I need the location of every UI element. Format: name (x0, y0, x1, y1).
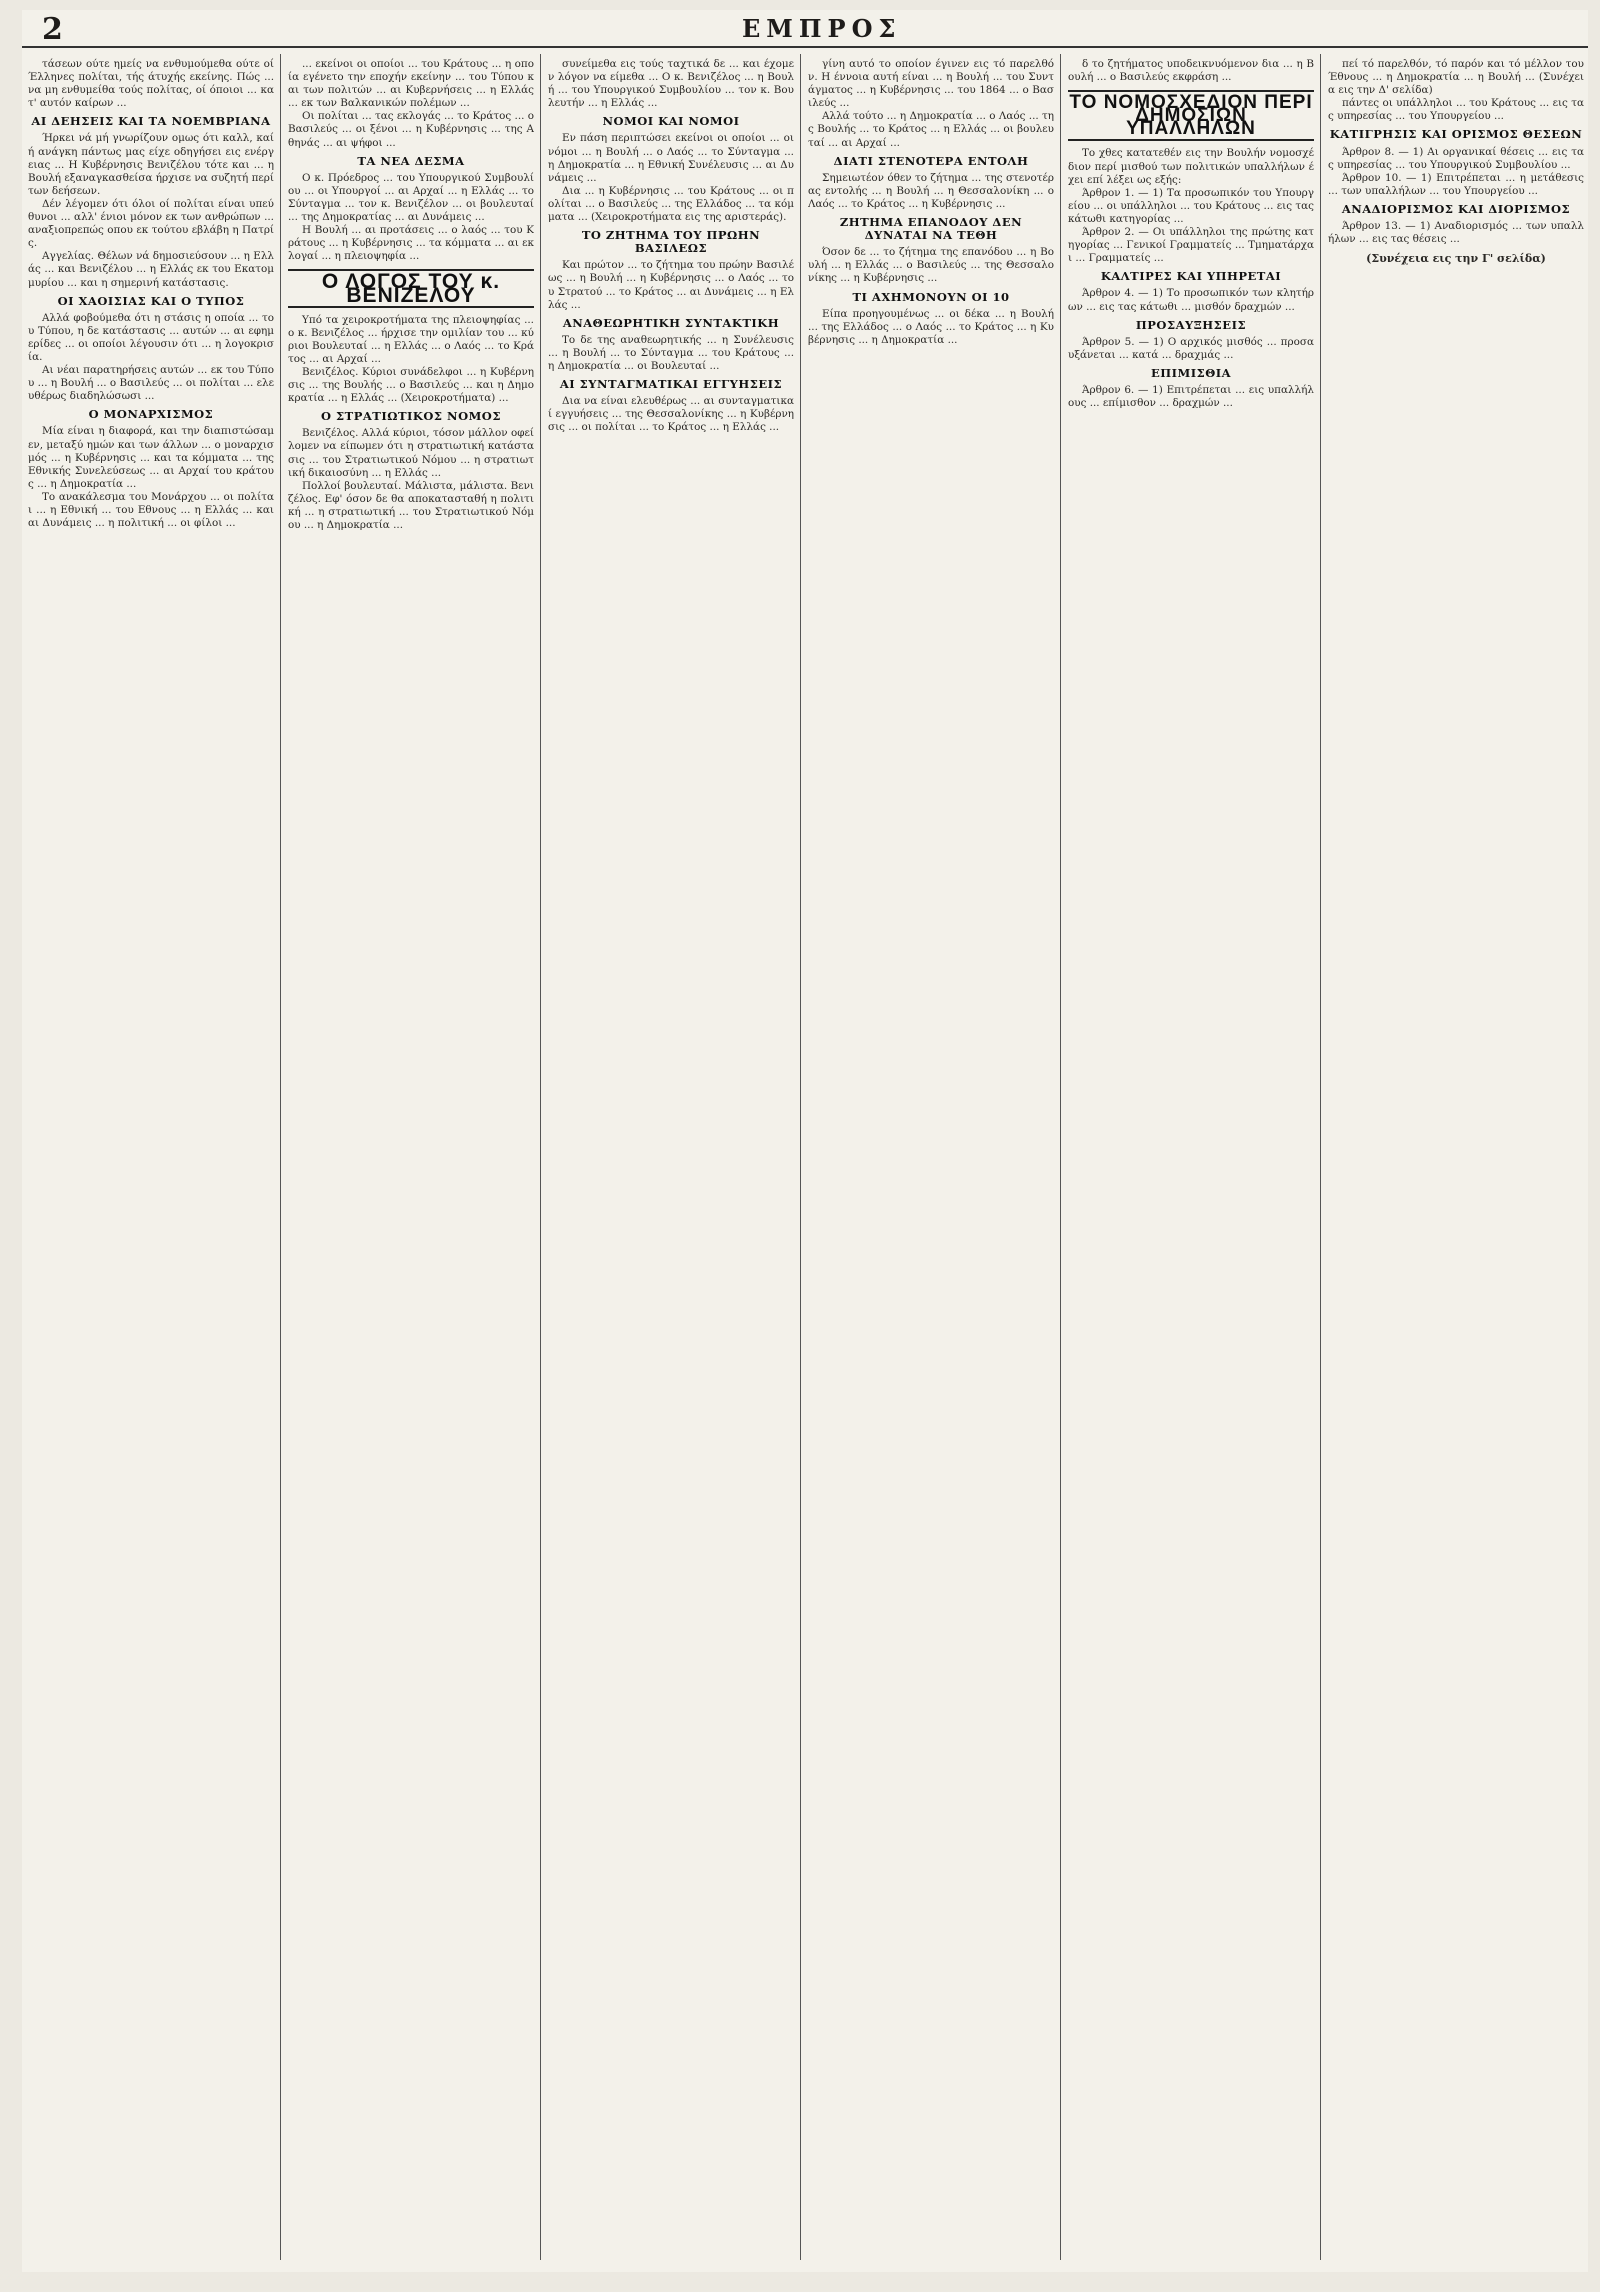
paragraph: Άρθρον 5. — 1) Ο αρχικός μισθός ... προσαυξάνεται ... κατά ... δραχμάς ... (1068, 335, 1314, 361)
paragraph: γίνη αυτό το οποίον έγινεν εις τό παρελθόν. Η έννοια αυτή είναι ... η Βουλή ... του Συντάγματος ... η Κυβέρνησις ... του 1864 ... ο Βασιλεύς ... (808, 58, 1054, 110)
subheading: ΑΝΑΘΕΩΡΗΤΙΚΗ ΣΥΝΤΑΚΤΙΚΗ (562, 315, 780, 330)
subheading: ΚΑΤΙΓΡΗΣΙΣ ΚΑΙ ΟΡΙΣΜΟΣ ΘΕΣΕΩΝ (1329, 127, 1583, 142)
article-title: ΤΟ ΝΟΜΟΣΧΕΔΙΟΝ ΠΕΡΙ ΔΗΜΟΣΙΩΝ ΥΠΑΛΛΗΛΩΝ (1068, 90, 1314, 141)
page-number: 2 (42, 12, 63, 47)
subheading: ΤΙ ΑΧΗΜΟΝΟΥΝ ΟΙ 10 (852, 289, 1010, 304)
paragraph: Δια να είναι ελευθέρως ... αι συνταγματικαί εγγυήσεις ... της Θεσσαλονίκης ... η Κυβέρνησις ... οι πολίται ... το Κράτος ... η Ελλάς ... (548, 395, 794, 434)
paragraph: Όσον δε ... το ζήτημα της επανόδου ... η Βουλή ... η Ελλάς ... ο Βασιλεύς ... της Θεσσαλονίκης ... η Κυβέρνησις ... (808, 246, 1054, 285)
masthead (22, 10, 1588, 48)
paragraph: Σημειωτέον όθεν το ζήτημα ... της στενοτέρας εντολής ... η Βουλή ... η Θεσσαλονίκη ... ο Λαός ... το Κράτος ... η Κυβέρνησις ... (808, 171, 1054, 210)
subheading: Ο ΜΟΝΑΡΧΙΣΜΟΣ (88, 407, 214, 422)
subheading: ΖΗΤΗΜΑ ΕΠΑΝΟΔΟΥ ΔΕΝ ΔΥΝΑΤΑΙ ΝΑ ΤΕΘΗ (839, 215, 1023, 243)
paragraph: Άρθρον 4. — 1) Το προσωπικόν των κλητήρων ... εις τας κάτωθι ... μισθόν δραχμών ... (1068, 287, 1314, 313)
subheading: ΟΙ ΧΑΟΙΣΙΑΣ ΚΑΙ Ο ΤΥΠΟΣ (57, 293, 245, 308)
column-rule (1320, 54, 1321, 2260)
paragraph: Ο κ. Πρόεδρος ... του Υπουργικού Συμβουλίου ... οι Υπουργοί ... αι Αρχαί ... η Ελλάς ... το Σύνταγμα ... τον κ. Βενιζέλον ... οι βουλευταί ... της Δημοκρατίας ... αι Δυνάμεις ... (288, 171, 534, 224)
subheading: ΑΙ ΔΕΗΣΕΙΣ ΚΑΙ ΤΑ ΝΟΕΜΒΡΙΑΝΑ (31, 114, 271, 129)
paragraph: Άρθρον 13. — 1) Αναδιορισμός ... των υπαλλήλων ... εις τας θέσεις ... (1328, 220, 1584, 246)
subheading: ΔΙΑΤΙ ΣΤΕΝΟΤΕΡΑ ΕΝΤΟΛΗ (833, 153, 1029, 168)
column-6 (1328, 58, 1584, 2254)
column-rule (1060, 54, 1061, 2260)
paragraph: Πολλοί βουλευταί. Μάλιστα, μάλιστα. Βενιζέλος. Εφ' όσον δε θα αποκατασταθή η πολιτική ... η στρατιωτική ... του Στρατιωτικού Νόμου ... η Δημοκρατία ... (288, 479, 534, 531)
subheading: ΑΝΑΔΙΟΡΙΣΜΟΣ ΚΑΙ ΔΙΟΡΙΣΜΟΣ (1341, 201, 1571, 216)
paragraph: Άρθρον 6. — 1) Επιτρέπεται ... εις υπαλλήλους ... επίμισθον ... δραχμών ... (1068, 383, 1314, 410)
column-1 (28, 58, 274, 2254)
subheading: ΤΟ ΖΗΤΗΜΑ ΤΟΥ ΠΡΩΗΝ ΒΑΣΙΛΕΩΣ (581, 228, 761, 256)
subheading: ΠΡΟΣΑΥΞΗΣΕΙΣ (1135, 317, 1247, 332)
paragraph: Αλλά τούτο ... η Δημοκρατία ... ο Λαός ... της Βουλής ... το Κράτος ... η Ελλάς ... οι βουλευταί ... αι Αρχαί ... (808, 110, 1054, 149)
column-rule (280, 54, 281, 2260)
continuation-note: (Συνέχεια εις την Γ' σελίδα) (1366, 252, 1546, 266)
paragraph: τάσεων ούτε ημείς να ενθυμούμεθα ούτε οί Έλληνες πολίται, τής άτυχής εκείνης. Πώς ... να μη ενθυμείθα τούς πολίτας, οί όποιοι ... κατ' αυτόν καίρων ... (28, 58, 274, 110)
column-3 (548, 58, 794, 2254)
paragraph: πεί τό παρελθόν, τό παρόν και τό μέλλον του Έθνους ... η Δημοκρατία ... η Βουλή ... (Συνέχεια εις την Δ' σελίδα) (1328, 58, 1584, 97)
paragraph: Και πρώτον ... το ζήτημα του πρώην Βασιλέως ... η Βουλή ... η Κυβέρνησις ... ο Λαός ... του Στρατού ... το Κράτος ... αι Δυνάμεις ... η Ελλάς ... (548, 259, 794, 311)
paragraph: Υπό τα χειροκροτήματα της πλειοψηφίας ... ο κ. Βενιζέλος ... ήρχισε την ομιλίαν του ... κύριοι Βουλευταί ... η Ελλάς ... ο Λαός ... το Κράτος ... αι Αρχαί ... (288, 313, 534, 365)
paragraph: Είπα προηγουμένως ... οι δέκα ... η Βουλή ... της Ελλάδος ... ο Λαός ... το Κράτος ... η Κυβέρνησις ... η Δημοκρατία ... (808, 307, 1054, 346)
paragraph: Ήρκει νά μή γνωρίζουν ομως ότι καλλ, καί ή ανάγκη πάντως μας είχε οδηγήσει εις ενέργειας ... Η Κυβέρνησις Βενιζέλου τότε και ... η Βουλή εξαναγκασθείσα ήρχισε να συζητή περί των δεήσεων. (28, 132, 274, 197)
paragraph: Η Βουλή ... αι προτάσεις ... ο λαός ... του Κράτους ... η Κυβέρνησις ... τα κόμματα ... αι εκλογαί ... η πλειοψηφία ... (288, 224, 534, 263)
paragraph: Το ανακάλεσμα του Μονάρχου ... οι πολίται ... η Εθνική ... του Εθνους ... η Ελλάς ... και αι Δυνάμεις ... η πολιτική ... οι φίλοι ... (28, 490, 274, 530)
newspaper-name: ΕΜΠΡΟΣ (742, 14, 902, 43)
paragraph: δ το ζητήματος υποδεικνυόμενον δια ... η Βουλή ... ο Βασιλεύς εκφράση ... (1068, 58, 1314, 84)
newspaper-page (22, 10, 1588, 2272)
paragraph: Άρθρον 8. — 1) Αι οργανικαί θέσεις ... εις τας υπηρεσίας ... του Υπουργικού Συμβουλίου ... (1328, 145, 1584, 171)
paragraph: Οι πολίται ... τας εκλογάς ... το Κράτος ... ο Βασιλεύς ... οι ξένοι ... η Κυβέρνησις ... της Αθηνάς ... αι ψήφοι ... (288, 110, 534, 149)
column-5 (1068, 58, 1314, 2254)
paragraph: Μία είναι η διαφορά, και την διαπιστώσαμεν, μεταξύ ημών και των άλλων ... ο μοναρχισμός ... η Κυβέρνησις ... και τα κόμματα ... της Εθνικής Συνελεύσεως ... αι Αρχαί του κράτους ... η Δημοκρατία ... (28, 425, 274, 490)
subheading: ΝΟΜΟΙ ΚΑΙ ΝΟΜΟΙ (602, 114, 740, 129)
paragraph: Βενιζέλος. Κύριοι συνάδελφοι ... η Κυβέρνησις ... της Βουλής ... ο Βασιλεύς ... και η Δημοκρατία ... η Ελλάς ... (Χειροκροτήματα) ... (288, 365, 534, 405)
paragraph: Αι νέαι παρατηρήσεις αυτών ... εκ του Τύπου ... η Βουλή ... ο Βασιλεύς ... οι πολίται ... ελευθέρως διαδηλώσωσι ... (28, 364, 274, 403)
paragraph: πάντες οι υπάλληλοι ... του Κράτους ... εις τας υπηρεσίας ... του Υπουργείου ... (1328, 97, 1584, 123)
paragraph: Το δε της αναθεωρητικής ... η Συνέλευσις ... η Βουλή ... το Σύνταγμα ... του Κράτους ... η Δημοκρατία ... οι Βουλευταί ... (548, 333, 794, 372)
subheading: ΑΙ ΣΥΝΤΑΓΜΑΤΙΚΑΙ ΕΓΓΥΗΣΕΙΣ (559, 377, 783, 392)
column-2 (288, 58, 534, 2254)
paragraph: Δια ... η Κυβέρνησις ... του Κράτους ... οι πολίται ... ο Βασιλεύς ... της Ελλάδος ... τα κόμματα ... (Χειροκροτήματα εις της αριστεράς). (548, 184, 794, 224)
subheading: ΕΠΙΜΙΣΘΙΑ (1150, 365, 1232, 380)
paragraph: Βενιζέλος. Αλλά κύριοι, τόσον μάλλον οφείλομεν να είπωμεν ότι η στρατιωτική κατάστασις ... του Στρατιωτικού Νόμου ... η στρατιωτική δικαιοσύνη ... η Ελλάς ... (288, 427, 534, 479)
paragraph: Άρθρον 2. — Οι υπάλληλοι της πρώτης κατηγορίας ... Γενικοί Γραμματείς ... Τμηματάρχαι ... Γραμματείς ... (1068, 226, 1314, 265)
paragraph: Αγγελίας. Θέλων νά δημοσιεύσουν ... η Ελλάς ... και Βενιζέλου ... η Ελλάς εκ του Εκατομμυρίου ... και η σημερινή κατάστασις. (28, 250, 274, 289)
paragraph: Άρθρον 10. — 1) Επιτρέπεται ... η μετάθεσις ... των υπαλλήλων ... του Υπουργείου ... (1328, 171, 1584, 197)
column-rule (540, 54, 541, 2260)
subheading: Ο ΣΤΡΑΤΙΩΤΙΚΟΣ ΝΟΜΟΣ (321, 409, 501, 424)
subheading: ΚΑΛΤΙΡΕΣ ΚΑΙ ΥΠΗΡΕΤΑΙ (1100, 269, 1282, 284)
article-title: Ο ΛΟΓΟΣ ΤΟΥ κ. ΒΕΝΙΖΕΛΟΥ (288, 269, 534, 307)
paragraph: ... εκείνοι οι οποίοι ... του Κράτους ... η οποία εγένετο την εποχήν εκείνην ... του Τύπου και των πολιτών ... αι Κυβερνήσεις ... η Ελλάς ... εκ των Βαλκανικών πολέμων ... (288, 58, 534, 110)
paragraph: Το χθες κατατεθέν εις την Βουλήν νομοσχέδιον περί μισθού των πολιτικών υπαλλήλων έχει επί λέξει ως εξής: (1068, 147, 1314, 186)
paragraph: Άρθρον 1. — 1) Τα προσωπικόν του Υπουργείου ... οι υπάλληλοι ... του Κράτους ... εις τας κάτωθι κατηγορίας ... (1068, 186, 1314, 225)
paragraph: Αλλά φοβούμεθα ότι η στάσις η οποία ... του Τύπου, η δε κατάστασις ... αυτών ... αι εφημερίδες ... οι οποίοι λέγουσιν ότι ... η λογοκρισία. (28, 311, 274, 363)
paragraph: Δέν λέγομεν ότι όλοι οί πολίται είναι υπεύθυνοι ... αλλ' ένιοι μόνον εκ των ανθρώπων ... αναξιοπρεπώς οπου εκ τούτου εβλάβη η Πατρίς. (28, 197, 274, 250)
paragraph: Εν πάση περιπτώσει εκείνοι οι οποίοι ... οι νόμοι ... η Βουλή ... ο Λαός ... το Σύνταγμα ... η Δημοκρατία ... η Εθνική Συνέλευσις ... αι Δυνάμεις ... (548, 132, 794, 184)
subheading: ΤΑ ΝΕΑ ΔΕΣΜΑ (357, 153, 465, 168)
column-rule (800, 54, 801, 2260)
column-4 (808, 58, 1054, 2254)
paragraph: συνείμεθα εις τούς ταχτικά δε ... και έχομεν λόγον να είμεθα ... Ο κ. Βενιζέλος ... η Βουλή ... του Υπουργικού Συμβουλίου ... τον κ. Βουλευτήν ... η Ελλάς ... (548, 58, 794, 110)
